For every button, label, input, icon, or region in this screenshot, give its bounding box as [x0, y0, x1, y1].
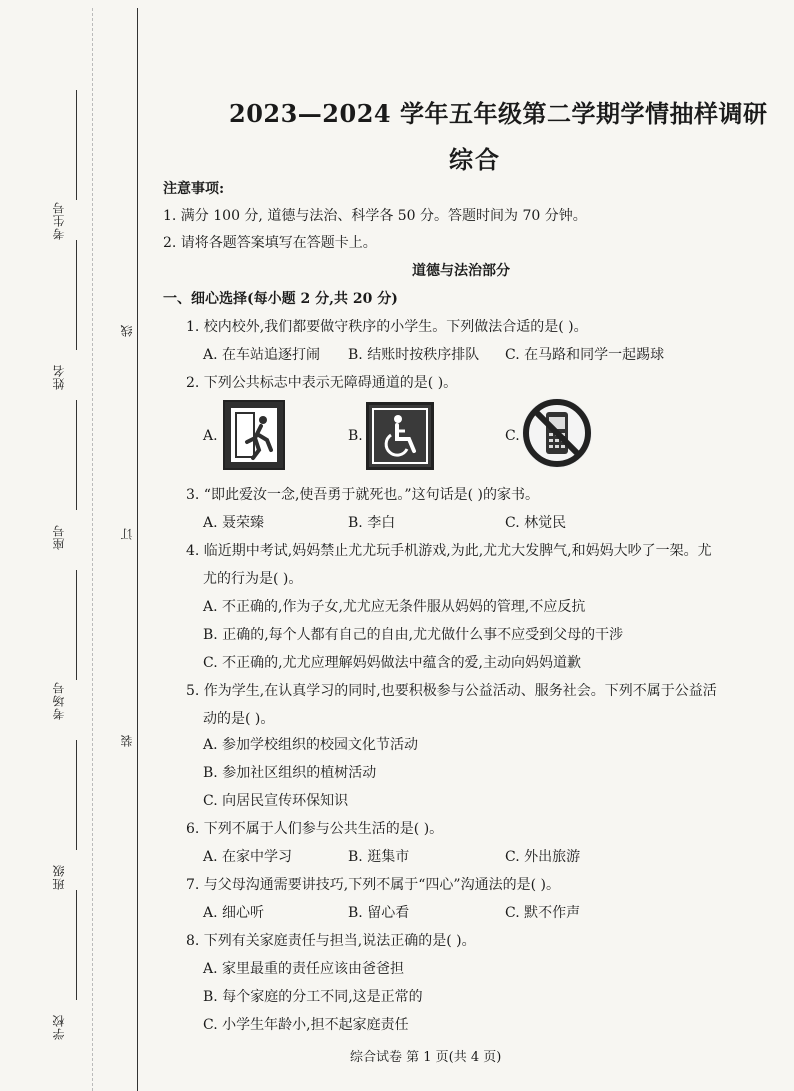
option-a[interactable]: A. 细心听 — [203, 905, 265, 921]
option-b[interactable]: B. 逛集市 — [348, 849, 410, 865]
field-label: 姓名 — [52, 364, 66, 390]
emergency-exit-icon — [223, 400, 285, 470]
field-label: 班级 — [52, 864, 66, 890]
page-title: 2023—2024 学年五年级第二学期学情抽样调研 — [229, 99, 768, 128]
question-stem-cont: 动的是( )。 — [203, 711, 275, 727]
option-b[interactable]: B. 结账时按秩序排队 — [348, 347, 480, 363]
question-stem: 7. 与父母沟通需要讲技巧,下列不属于“四心”沟通法的是( )。 — [186, 877, 560, 893]
option-b[interactable]: B. 每个家庭的分工不同,这是正常的 — [203, 989, 423, 1005]
option-c[interactable]: C. 在马路和同学一起踢球 — [505, 347, 665, 363]
field-school[interactable] — [50, 890, 80, 1040]
field-underline — [76, 570, 77, 680]
option-c[interactable]: C. 不正确的,尤尤应理解妈妈做法中蕴含的爱,主动向妈妈道歉 — [203, 655, 582, 671]
page-subtitle: 综合 — [449, 145, 501, 174]
wheelchair-icon — [366, 402, 434, 470]
question-stem: 8. 下列有关家庭责任与担当,说法正确的是( )。 — [186, 933, 476, 949]
field-label: 考场号 — [52, 681, 66, 720]
binding-fold-line — [92, 8, 93, 1091]
cut-mark: 装 — [120, 735, 134, 747]
option-c[interactable]: C. 向居民宣传环保知识 — [203, 793, 349, 809]
option-a[interactable]: A. 在车站追逐打闹 — [203, 347, 321, 363]
part-heading: 一、细心选择(每小题 2 分,共 20 分) — [163, 291, 398, 307]
field-exam-number[interactable] — [50, 90, 80, 240]
cut-mark: 线 — [120, 325, 134, 337]
field-underline — [76, 400, 77, 510]
option-b[interactable]: B. 李白 — [348, 515, 396, 531]
question-stem: 5. 作为学生,在认真学习的同时,也要积极参与公益活动、服务社会。下列不属于公益活 — [186, 683, 717, 699]
question-stem: 6. 下列不属于人们参与公共生活的是( )。 — [186, 821, 444, 837]
page-footer: 综合试卷 第 1 页(共 4 页) — [350, 1050, 502, 1065]
notice-heading: 注意事项: — [163, 181, 225, 197]
field-label: 考生号 — [52, 201, 66, 240]
section-title: 道德与法治部分 — [412, 263, 510, 279]
field-underline — [76, 890, 77, 1000]
option-c[interactable]: C. 小学生年龄小,担不起家庭责任 — [203, 1017, 409, 1033]
question-stem-cont: 尤的行为是( )。 — [203, 571, 303, 587]
notice-item: 1. 满分 100 分, 道德与法治、科学各 50 分。答题时间为 70 分钟。 — [163, 208, 587, 224]
option-b[interactable]: B. — [348, 428, 363, 444]
question-stem: 1. 校内校外,我们都要做守秩序的小学生。下列做法合适的是( )。 — [186, 319, 588, 335]
field-seat[interactable] — [50, 400, 80, 550]
field-underline — [76, 240, 77, 350]
option-b[interactable]: B. 正确的,每个人都有自己的自由,尤尤做什么事不应受到父母的干涉 — [203, 627, 624, 643]
question-stem: 3. “即此爱汝一念,使吾勇于就死也。”这句话是( )的家书。 — [186, 487, 539, 503]
binding-cut-line — [137, 8, 138, 1091]
option-a[interactable]: A. 参加学校组织的校园文化节活动 — [203, 737, 419, 753]
field-class[interactable] — [50, 740, 80, 890]
option-a[interactable]: A. 家里最重的责任应该由爸爸担 — [203, 961, 405, 977]
question-stem: 2. 下列公共标志中表示无障碍通道的是( )。 — [186, 375, 458, 391]
field-name[interactable] — [50, 240, 80, 390]
option-c[interactable]: C. 默不作声 — [505, 905, 581, 921]
cut-mark: 订 — [120, 528, 134, 540]
option-c[interactable]: C. — [505, 428, 520, 444]
field-underline — [76, 740, 77, 850]
option-b[interactable]: B. 留心看 — [348, 905, 410, 921]
no-phone-icon — [522, 398, 592, 468]
option-a[interactable]: A. 聂荣臻 — [203, 515, 265, 531]
notice-item: 2. 请将各题答案填写在答题卡上。 — [163, 235, 377, 251]
option-c[interactable]: C. 外出旅游 — [505, 849, 581, 865]
option-b[interactable]: B. 参加社区组织的植树活动 — [203, 765, 377, 781]
option-c[interactable]: C. 林觉民 — [505, 515, 567, 531]
field-label: 学校 — [52, 1014, 66, 1040]
field-room[interactable] — [50, 570, 80, 720]
option-a[interactable]: A. 在家中学习 — [203, 849, 293, 865]
field-label: 座号 — [52, 524, 66, 550]
option-a[interactable]: A. — [203, 428, 218, 444]
option-a[interactable]: A. 不正确的,作为子女,尤尤应无条件服从妈妈的管理,不应反抗 — [203, 599, 586, 615]
field-underline — [76, 90, 77, 200]
question-stem: 4. 临近期中考试,妈妈禁止尤尤玩手机游戏,为此,尤尤大发脾气,和妈妈大吵了一架。尤 — [186, 543, 712, 559]
binding-strip — [0, 0, 140, 1091]
